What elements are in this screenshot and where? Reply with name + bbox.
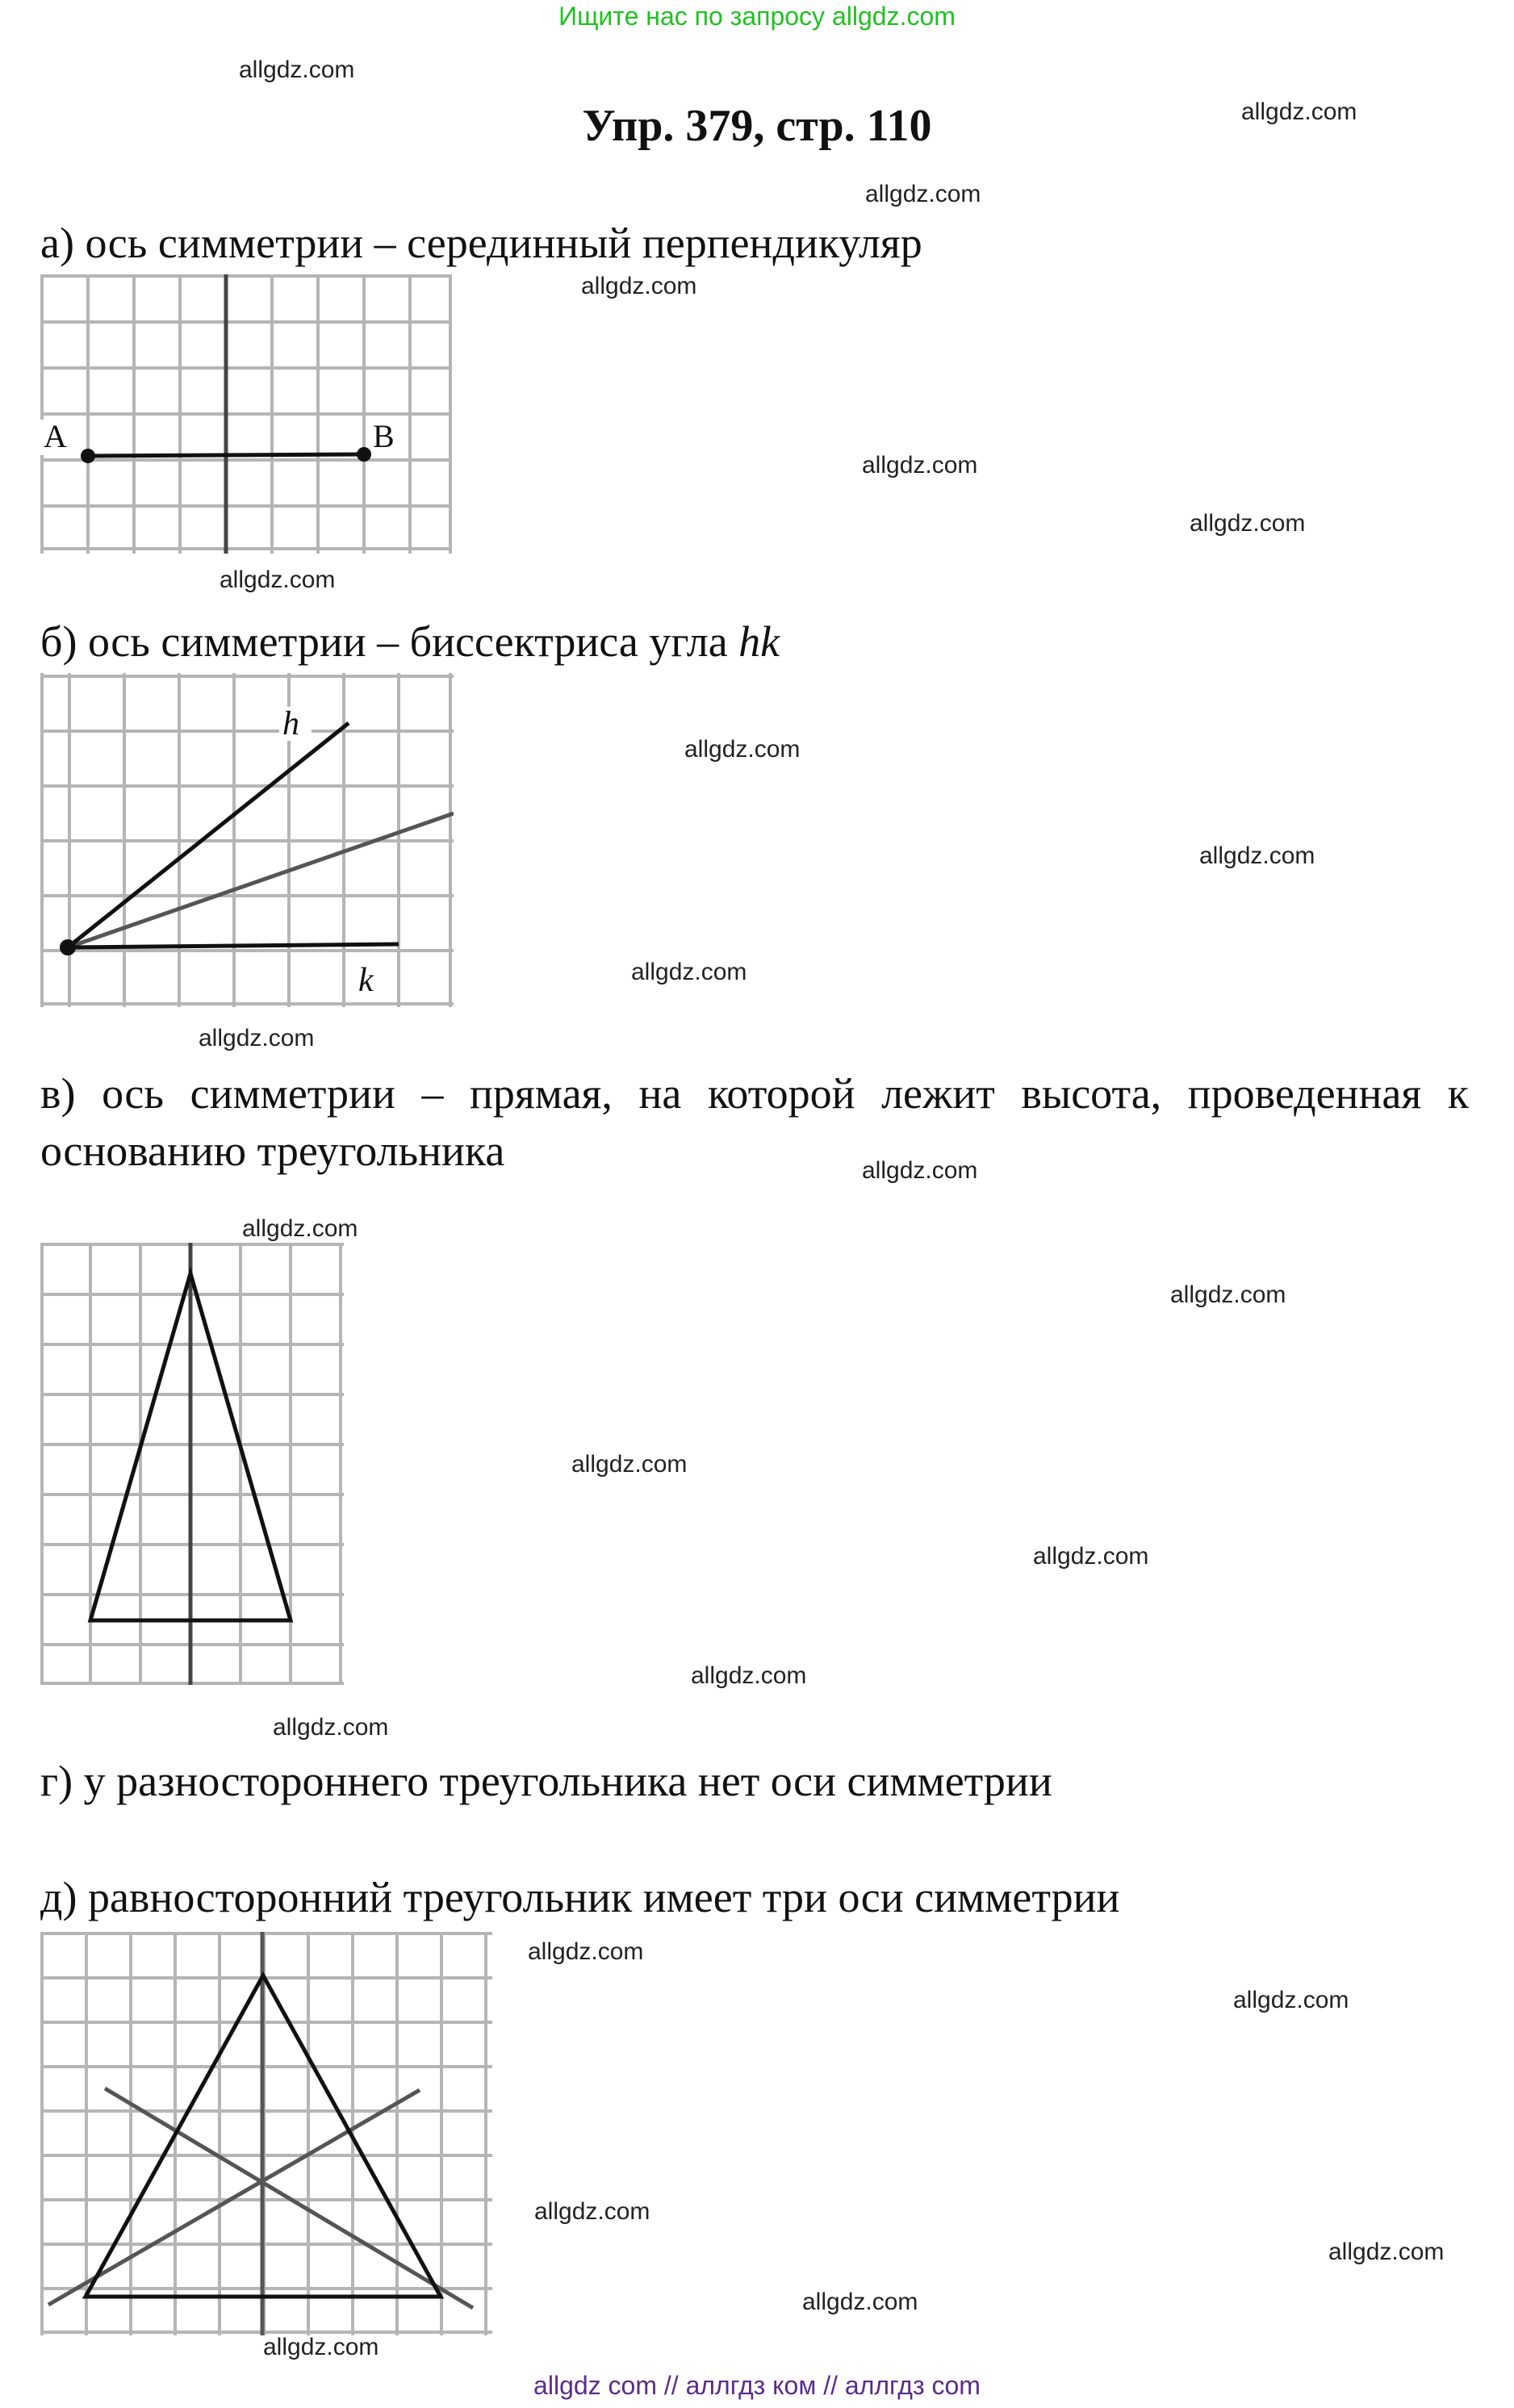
top-banner[interactable]: Ищите нас по запросу allgdz.com — [558, 2, 956, 31]
grid-a — [40, 274, 452, 554]
point-a — [81, 449, 95, 463]
ray-h — [68, 723, 349, 947]
watermark: allgdz.com — [239, 56, 355, 83]
section-g-text: г) у разностороннего треугольника нет оси симметрии — [40, 1757, 1052, 1805]
figure-a — [40, 274, 452, 554]
vertex-point — [60, 939, 76, 955]
grid-d — [40, 1932, 492, 2335]
watermark: allgdz.com — [865, 181, 981, 207]
watermark: allgdz.com — [802, 2289, 918, 2315]
watermark: allgdz.com — [684, 736, 801, 763]
label-a: A — [44, 418, 67, 454]
watermark: allgdz.com — [1190, 510, 1306, 537]
figure-d — [40, 1932, 492, 2335]
section-v-line1: в) ось симметрии – прямая, на которой лежит высота, проведенная к — [40, 1069, 1469, 1118]
section-d-text: д) равносторонний треугольник имеет три оси симметрии — [40, 1873, 1120, 1921]
symmetry-axis-right — [48, 2090, 420, 2305]
watermark: allgdz.com — [1233, 1987, 1349, 2013]
section-b-text-angle: hk — [738, 617, 780, 666]
watermark: allgdz.com — [242, 1215, 358, 1242]
watermark: allgdz.com — [1241, 98, 1357, 125]
section-b-text — [40, 613, 780, 671]
watermark: allgdz.com — [631, 959, 747, 985]
section-v-text — [40, 1065, 1469, 1184]
figure-v — [40, 1243, 344, 1685]
watermark: allgdz.com — [1328, 2239, 1445, 2265]
watermark: allgdz.com — [862, 452, 978, 479]
section-a-text: а) ось симметрии – серединный перпендикуляр — [40, 219, 922, 267]
watermark: allgdz.com — [220, 566, 336, 593]
watermark: allgdz.com — [581, 273, 697, 299]
watermark: allgdz.com — [199, 1025, 315, 1051]
footer-links[interactable]: allgdz com // аллгдз ком // аллгдз com — [533, 2371, 981, 2400]
grid-b — [40, 673, 454, 1007]
ray-k — [68, 944, 399, 947]
watermark: allgdz.com — [273, 1714, 389, 1741]
label-k: k — [358, 962, 374, 999]
watermark: allgdz.com — [691, 1662, 807, 1689]
label-b: B — [373, 418, 395, 454]
watermark: allgdz.com — [528, 1938, 644, 1965]
page-title: Упр. 379, стр. 110 — [582, 101, 932, 151]
watermark: allgdz.com — [862, 1157, 978, 1184]
label-h: h — [282, 705, 299, 742]
point-b — [357, 447, 371, 462]
segment-ab — [88, 454, 364, 456]
watermark: allgdz.com — [571, 1451, 688, 1478]
watermark: allgdz.com — [1033, 1543, 1149, 1570]
watermark: allgdz.com — [534, 2198, 650, 2225]
section-b-text-main: б) ось симметрии – биссектриса угла — [40, 617, 739, 666]
watermark: allgdz.com — [263, 2334, 379, 2360]
section-v-line2: основанию треугольника — [40, 1127, 505, 1176]
figure-b — [40, 673, 454, 1007]
watermark: allgdz.com — [1199, 842, 1315, 869]
watermark: allgdz.com — [1170, 1281, 1286, 1308]
